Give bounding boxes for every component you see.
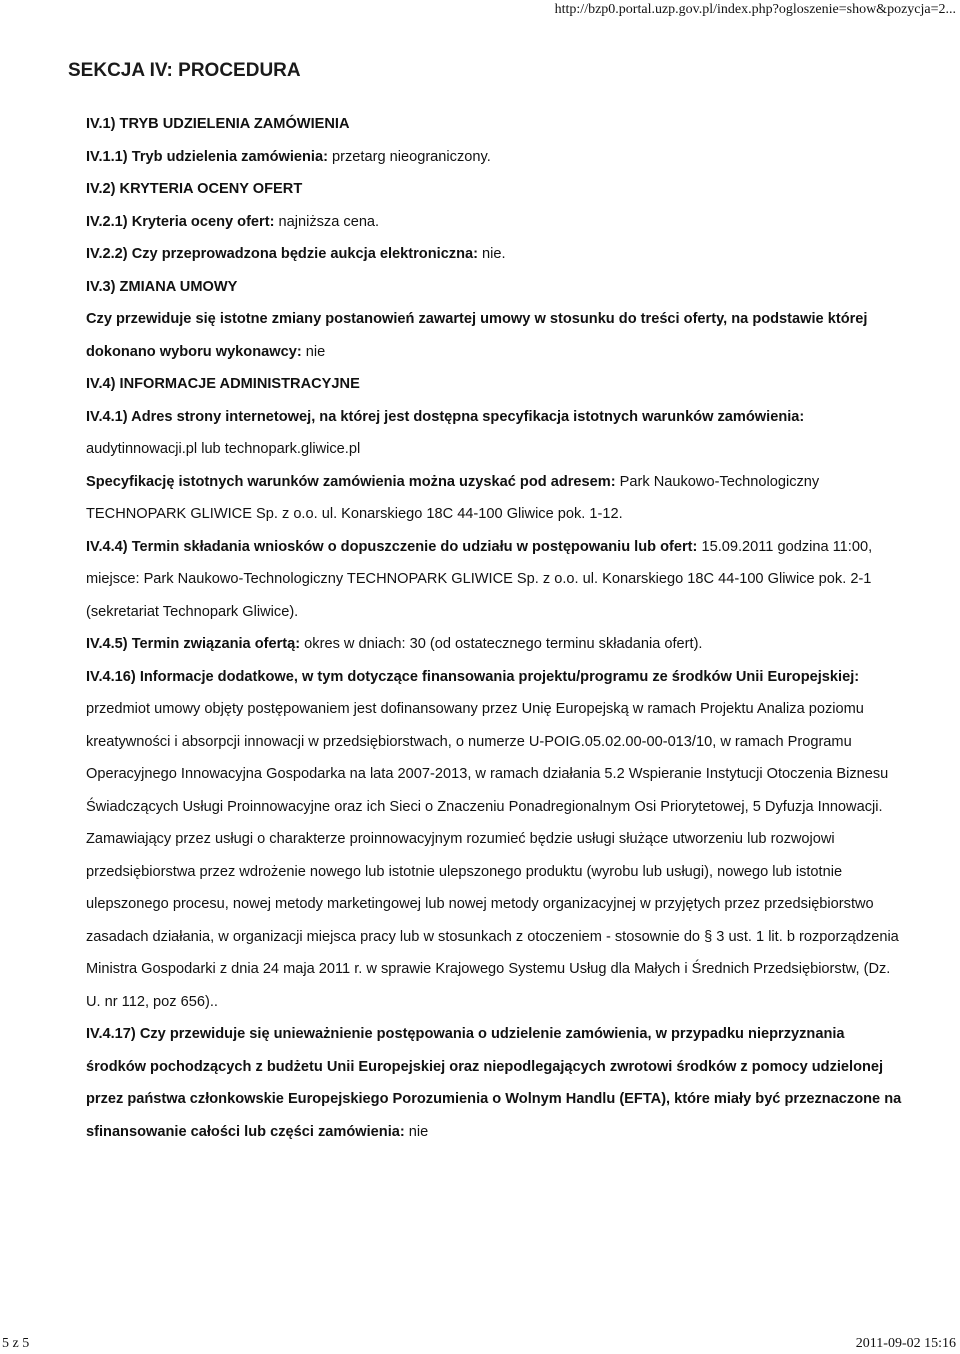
document-body: [86, 108, 902, 1148]
item-siwz-address: [86, 466, 902, 531]
section-title: SEKCJA IV: PROCEDURA: [68, 60, 301, 81]
heading-iv-3: IV.3) ZMIANA UMOWY: [86, 278, 238, 295]
item-iv-1-1: [86, 141, 902, 174]
item-label: IV.4.17) Czy przewiduje się unieważnienie postępowania o udzielenie zamówienia, w przypadku nieprzyznania środków pochodzących z budżetu Unii Europejskiej oraz niepodlegających zwrotowi środków z pomocy udzielonej przez państwa członkowskie Europejskiego Porozumienia o Wolnym Handlu (EFTA), które miały być przeznaczone na sfinansowanie całości lub części zamówienia:: [86, 1026, 902, 1140]
item-label: IV.4.16) Informacje dodatkowe, w tym dotyczące finansowania projektu/programu ze środków Unii Europejskiej:: [86, 668, 860, 685]
item-iv-4-5: [86, 628, 902, 661]
item-label: Specyfikację istotnych warunków zamówienia można uzyskać pod adresem:: [86, 473, 616, 490]
item-value: przedmiot umowy objęty postępowaniem jest dofinansowany przez Unię Europejską w ramach Projektu Analiza poziomu kreatywności i absorpcji innowacji w przedsiębiorstwach, o numerze U-POIG.05.02.00-00-013/10, w ramach Programu Operacyjnego Innowacyjna Gospodarka na lata 2007-2013, w ramach działania 5.2 Wspieranie Instytucji Otoczenia Biznesu Świadczących Usługi Proinnowacyjne oraz ich Sieci o Znaczeniu Ponadregionalnym Osi Priorytetowej, 5 Dyfuzja Innowacji. Zamawiający przez usługi o charakterze proinnowacyjnym rozumieć będzie usługi służące utworzeniu lub rozwojowi przedsiębiorstwa przez wdrożenie nowego lub istotnie ulepszonego produktu (wyrobu lub usługi), nowego lub istotnie ulepszonego procesu, nowej metody marketingowej lub nowej metody organizacyjnej w przyjętych przez przedsiębiorstwo zasadach działania, w organizacji miejsca pracy lub w stosunkach z otoczeniem - stosownie do § 3 ust. 1 lit. b rozporządzenia Ministra Gospodarki z dnia 24 maja 2011 r. w sprawie Krajowego Systemu Usług dla Małych i Średnich Przedsiębiorstw, (Dz. U. nr 112, poz 656)..: [86, 701, 899, 1010]
item-value: audytinnowacji.pl lub technopark.gliwice.pl: [86, 441, 361, 457]
item-iv-4-1: [86, 401, 902, 466]
heading-iv-1: IV.1) TRYB UDZIELENIA ZAMÓWIENIA: [86, 116, 350, 132]
item-label: IV.2.2) Czy przeprowadzona będzie aukcja elektroniczna:: [86, 246, 478, 262]
item-label: IV.2.1) Kryteria oceny ofert:: [86, 213, 275, 230]
item-iv-4-17: [86, 1018, 902, 1148]
item-label: IV.4.5) Termin związania ofertą:: [86, 636, 301, 652]
item-value: najniższa cena.: [274, 213, 380, 230]
heading-iv-4: IV.4) INFORMACJE ADMINISTRACYJNE: [86, 376, 360, 392]
item-label: Czy przewiduje się istotne zmiany postanowień zawartej umowy w stosunku do treści oferty, na podstawie której dokonano wyboru wykonawcy:: [86, 311, 868, 360]
heading-iv-2: IV.2) KRYTERIA OCENY OFERT: [86, 181, 303, 197]
item-iv-2-1: [86, 206, 902, 239]
item-iv-3-question: [86, 303, 902, 368]
print-timestamp: 2011-09-02 15:16: [855, 1336, 956, 1351]
item-value: nie: [301, 343, 326, 360]
page-url: http://bzp0.portal.uzp.gov.pl/index.php?ogloszenie=show&pozycja=2...: [554, 2, 956, 17]
item-value: okres w dniach: 30 (od ostatecznego terminu składania ofert).: [300, 636, 703, 652]
page-number: 5 z 5: [2, 1336, 30, 1351]
item-value: 15.09.2011 godzina 11:00, miejsce: Park Naukowo-Technologiczny TECHNOPARK GLIWICE Sp. z o.o. ul. Konarskiego 18C 44-100 Gliwice pok. 2-1 (sekretariat Technopark Gliwice).: [86, 538, 873, 620]
item-value: Park Naukowo-Technologiczny TECHNOPARK GLIWICE Sp. z o.o. ul. Konarskiego 18C 44-100 Gliwice pok. 1-12.: [86, 473, 820, 522]
item-value: nie: [404, 1123, 429, 1140]
item-value: przetarg nieograniczony.: [327, 148, 491, 165]
item-label: IV.1.1) Tryb udzielenia zamówienia:: [86, 148, 328, 165]
item-iv-4-16: [86, 661, 902, 1019]
item-iv-4-4: [86, 531, 902, 629]
item-label: IV.4.1) Adres strony internetowej, na której jest dostępna specyfikacja istotnych warunków zamówienia:: [86, 408, 805, 425]
item-value: nie.: [478, 246, 506, 262]
item-iv-2-2: [86, 238, 902, 271]
item-label: IV.4.4) Termin składania wniosków o dopuszczenie do udziału w postępowaniu lub ofert:: [86, 538, 698, 555]
